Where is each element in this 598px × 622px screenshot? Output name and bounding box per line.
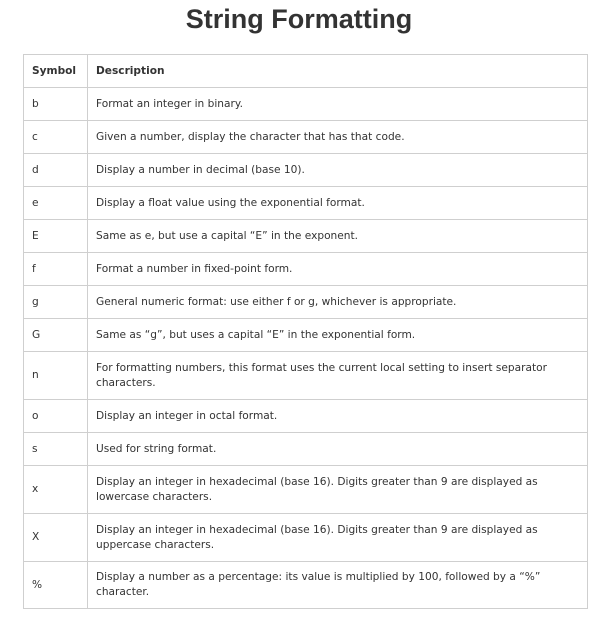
- header-symbol: Symbol: [24, 55, 88, 88]
- description-cell: For formatting numbers, this format uses the current local setting to insert separator characters.: [88, 352, 588, 400]
- symbol-cell: G: [24, 319, 88, 352]
- header-description: Description: [88, 55, 588, 88]
- symbol-cell: g: [24, 286, 88, 319]
- symbol-cell: s: [24, 433, 88, 466]
- symbol-cell: f: [24, 253, 88, 286]
- description-cell: Display a float value using the exponential format.: [88, 187, 588, 220]
- description-cell: Same as “g”, but uses a capital “E” in the exponential form.: [88, 319, 588, 352]
- table-row: [24, 466, 588, 514]
- table-row: [24, 319, 588, 352]
- table-row: [24, 154, 588, 187]
- symbol-cell: e: [24, 187, 88, 220]
- description-cell: Used for string format.: [88, 433, 588, 466]
- table-row: [24, 253, 588, 286]
- symbol-cell: E: [24, 220, 88, 253]
- symbol-cell: c: [24, 121, 88, 154]
- description-cell: Same as e, but use a capital “E” in the exponent.: [88, 220, 588, 253]
- symbol-cell: d: [24, 154, 88, 187]
- table-row: [24, 433, 588, 466]
- table-row: [24, 352, 588, 400]
- description-cell: Display an integer in octal format.: [88, 400, 588, 433]
- description-cell: Format a number in fixed-point form.: [88, 253, 588, 286]
- table-row: [24, 121, 588, 154]
- description-cell: General numeric format: use either f or g, whichever is appropriate.: [88, 286, 588, 319]
- symbol-cell: x: [24, 466, 88, 514]
- format-table: [23, 54, 588, 609]
- table-row: [24, 220, 588, 253]
- table-row: [24, 286, 588, 319]
- description-cell: Given a number, display the character that has that code.: [88, 121, 588, 154]
- symbol-cell: b: [24, 88, 88, 121]
- description-cell: Display a number in decimal (base 10).: [88, 154, 588, 187]
- description-cell: Display an integer in hexadecimal (base 16). Digits greater than 9 are displayed as lowercase characters.: [88, 466, 588, 514]
- description-cell: Format an integer in binary.: [88, 88, 588, 121]
- table-header-row: [24, 55, 588, 88]
- page-title: String Formatting: [185, 4, 413, 34]
- table-row: [24, 562, 588, 609]
- symbol-cell: n: [24, 352, 88, 400]
- description-cell: Display a number as a percentage: its value is multiplied by 100, followed by a “%” character.: [88, 562, 588, 609]
- table-row: [24, 514, 588, 562]
- symbol-cell: o: [24, 400, 88, 433]
- symbol-cell: %: [24, 562, 88, 609]
- table-row: [24, 88, 588, 121]
- table-row: [24, 400, 588, 433]
- symbol-cell: X: [24, 514, 88, 562]
- description-cell: Display an integer in hexadecimal (base 16). Digits greater than 9 are displayed as uppercase characters.: [88, 514, 588, 562]
- table-row: [24, 187, 588, 220]
